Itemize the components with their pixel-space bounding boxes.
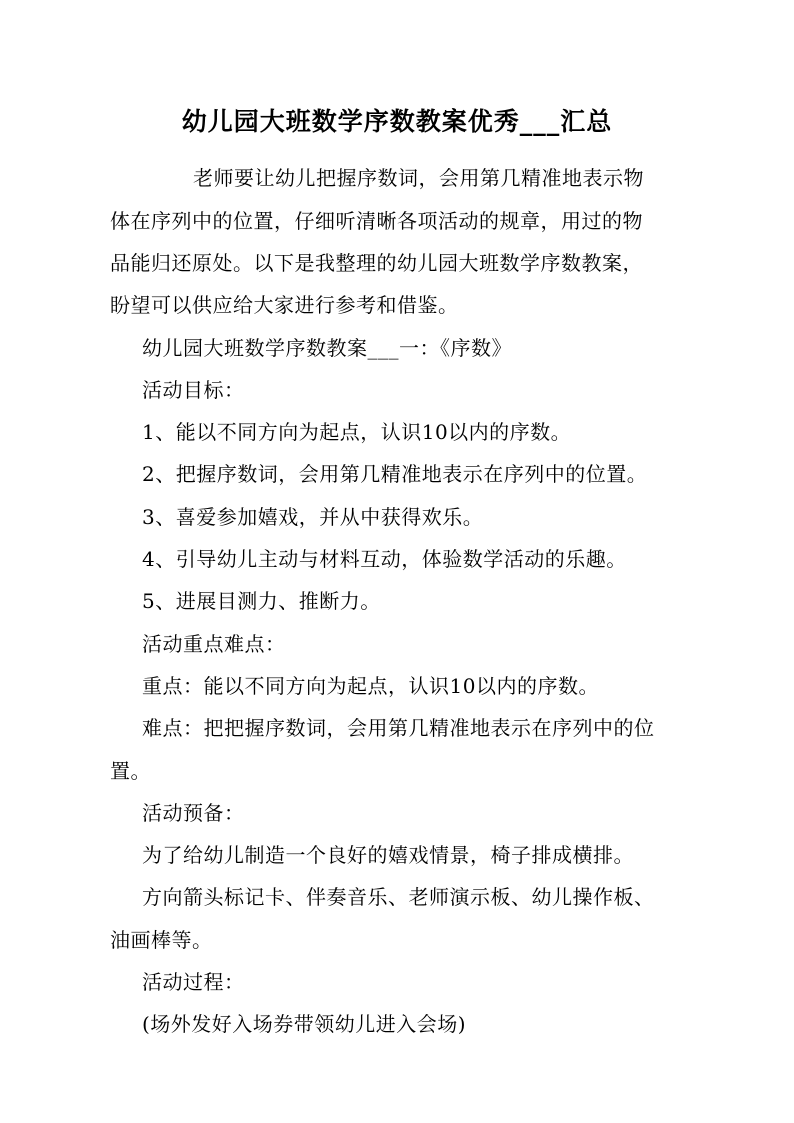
paragraph-line: 难点：把把握序数词，会用第几精准地表示在序列中的位 <box>142 716 655 740</box>
paragraph-line: 老师要让幼儿把握序数词，会用第几精准地表示物 <box>193 166 644 190</box>
paragraph-line: 品能归还原处。以下是我整理的幼儿园大班数学序数教案， <box>110 251 643 275</box>
paragraph-line: 盼望可以供应给大家进行参考和借鉴。 <box>110 293 459 317</box>
list-item: 1、能以不同方向为起点，认识10以内的序数。 <box>142 420 572 444</box>
paragraph-line: 重点：能以不同方向为起点，认识10以内的序数。 <box>142 674 599 698</box>
list-item: 5、进展目测力、推断力。 <box>142 589 381 613</box>
list-item: 3、喜爱参加嬉戏，并从中获得欢乐。 <box>142 505 484 529</box>
section-heading: 幼儿园大班数学序数教案___一：《序数》 <box>142 336 512 360</box>
section-heading: 活动目标： <box>142 378 245 402</box>
section-heading: 活动过程： <box>142 970 245 994</box>
document-title: 幼儿园大班数学序数教案优秀___汇总 <box>181 107 613 136</box>
section-heading: 活动预备： <box>142 801 245 825</box>
paragraph-line: 油画棒等。 <box>110 928 213 952</box>
paragraph-line: (场外发好入场券带领幼儿进入会场) <box>142 1012 467 1036</box>
paragraph-line: 为了给幼儿制造一个良好的嬉戏情景，椅子排成横排。 <box>142 843 634 867</box>
section-heading: 活动重点难点： <box>142 632 286 656</box>
paragraph-line: 体在序列中的位置，仔细听清晰各项活动的规章，用过的物 <box>110 209 643 233</box>
list-item: 4、引导幼儿主动与材料互动，体验数学活动的乐趣。 <box>142 547 627 571</box>
list-item: 2、把握序数词，会用第几精准地表示在序列中的位置。 <box>142 462 648 486</box>
paragraph-line: 置。 <box>110 759 151 783</box>
paragraph-line: 方向箭头标记卡、伴奏音乐、老师演示板、幼儿操作板、 <box>142 885 655 909</box>
